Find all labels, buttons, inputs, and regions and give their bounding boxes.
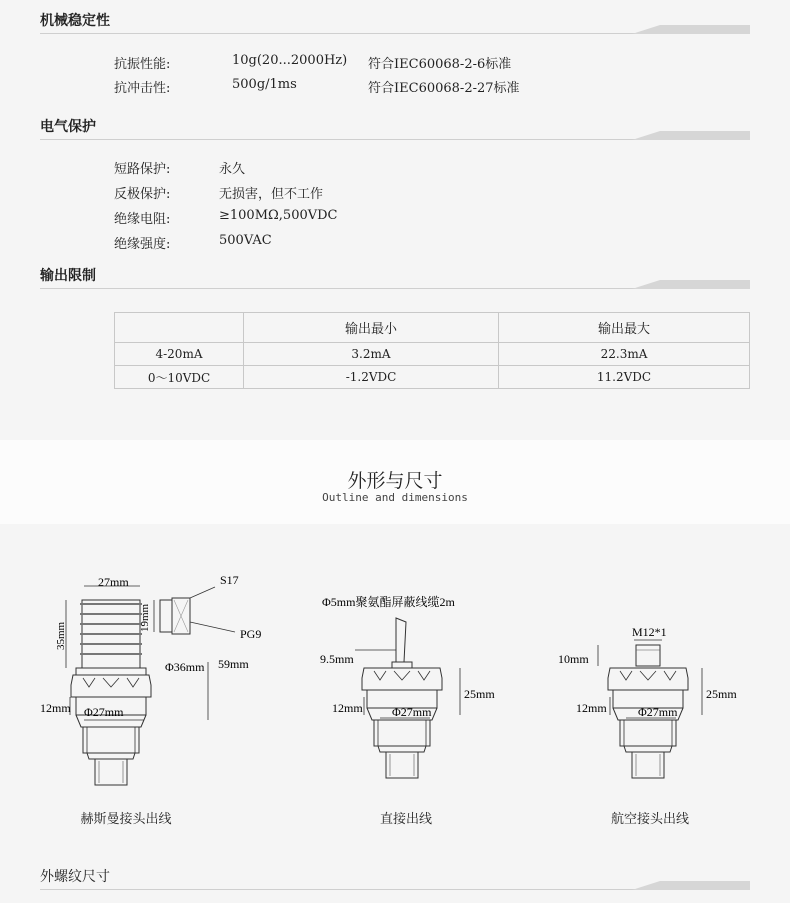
dim-label: 35mm xyxy=(55,621,67,650)
divider-tab xyxy=(660,280,750,289)
spec-label: 短路保护: xyxy=(114,162,171,177)
spec-row: 抗振性能: xyxy=(114,57,171,72)
dim-label: 27mm xyxy=(98,575,129,589)
drawing-caption: 赫斯曼接头出线 xyxy=(80,812,172,827)
section-header-mechanical xyxy=(40,10,750,30)
dim-label: 12mm xyxy=(332,701,363,715)
table-cell: 0～10VDC xyxy=(115,366,244,389)
spec-label: 绝缘强度: xyxy=(114,237,171,252)
section-header-thread xyxy=(40,866,750,886)
table-cell: 3.2mA xyxy=(244,343,499,366)
dim-label: Φ36mm xyxy=(165,660,205,674)
table-header-row xyxy=(115,313,750,343)
table-cell: 22.3mA xyxy=(499,343,750,366)
dim-label: S17 xyxy=(220,573,239,587)
dim-label: Φ27mm xyxy=(84,705,124,719)
dim-label: 59mm xyxy=(218,657,249,671)
dim-label: Φ27mm xyxy=(392,705,432,719)
section-title: 电气保护 xyxy=(40,119,96,135)
dimensions-subtitle: Outline and dimensions xyxy=(322,491,468,504)
spec-value: 10g(20...2000Hz) xyxy=(232,53,348,68)
section-title: 机械稳定性 xyxy=(40,13,110,29)
spec-note: 符合IEC60068-2-6标准 xyxy=(368,57,512,72)
spec-value: 永久 xyxy=(219,162,246,177)
spec-label: 绝缘电阻: xyxy=(114,212,171,227)
drawing-caption: 直接出线 xyxy=(379,812,432,827)
drawing-hirschmann xyxy=(40,573,261,785)
dim-label: 12mm xyxy=(40,701,71,715)
dim-label: 9.5mm xyxy=(320,652,354,666)
section-header-output xyxy=(40,265,750,285)
spec-value: 500VAC xyxy=(219,233,272,248)
dim-label: Φ5mm聚氨酯屏蔽线缆2m xyxy=(322,595,455,609)
output-limits-table xyxy=(114,312,750,389)
section-title: 外螺纹尺寸 xyxy=(40,869,110,885)
drawing-caption: 航空接头出线 xyxy=(610,812,689,827)
divider-tab xyxy=(660,131,750,140)
drawing-direct-cable xyxy=(320,594,495,778)
spec-row: 抗冲击性: xyxy=(114,81,171,96)
table-header-cell: 输出最大 xyxy=(499,313,750,343)
table-cell: 11.2VDC xyxy=(499,366,750,389)
spec-note: 符合IEC60068-2-27标准 xyxy=(368,81,520,96)
divider-tab xyxy=(660,25,750,34)
dim-label: 19mm xyxy=(139,603,151,632)
spec-label: 反极保护: xyxy=(114,187,171,202)
table-cell: -1.2VDC xyxy=(244,366,499,389)
table-cell: 4-20mA xyxy=(115,343,244,366)
dim-label: 12mm xyxy=(576,701,607,715)
section-header-electrical xyxy=(40,116,750,136)
dim-label: M12*1 xyxy=(632,625,667,639)
dimensions-title: 外形与尺寸 xyxy=(347,470,443,492)
table-header-cell: 输出最小 xyxy=(244,313,499,343)
divider-tab xyxy=(660,881,750,890)
spec-value: ≥100MΩ,500VDC xyxy=(219,208,338,223)
table-row xyxy=(115,343,750,366)
dim-label: 10mm xyxy=(558,652,589,666)
table-row xyxy=(115,366,750,389)
spec-value: 无损害，但不工作 xyxy=(219,187,324,202)
section-title: 输出限制 xyxy=(40,268,96,284)
dimensions-banner xyxy=(0,440,790,524)
table-header-cell xyxy=(115,313,244,343)
dim-label: 25mm xyxy=(706,687,737,701)
drawing-m12-connector xyxy=(558,625,737,778)
dim-label: Φ27mm xyxy=(638,705,678,719)
dim-label: PG9 xyxy=(240,627,262,641)
spec-value: 500g/1ms xyxy=(232,77,297,92)
dim-label: 25mm xyxy=(464,687,495,701)
